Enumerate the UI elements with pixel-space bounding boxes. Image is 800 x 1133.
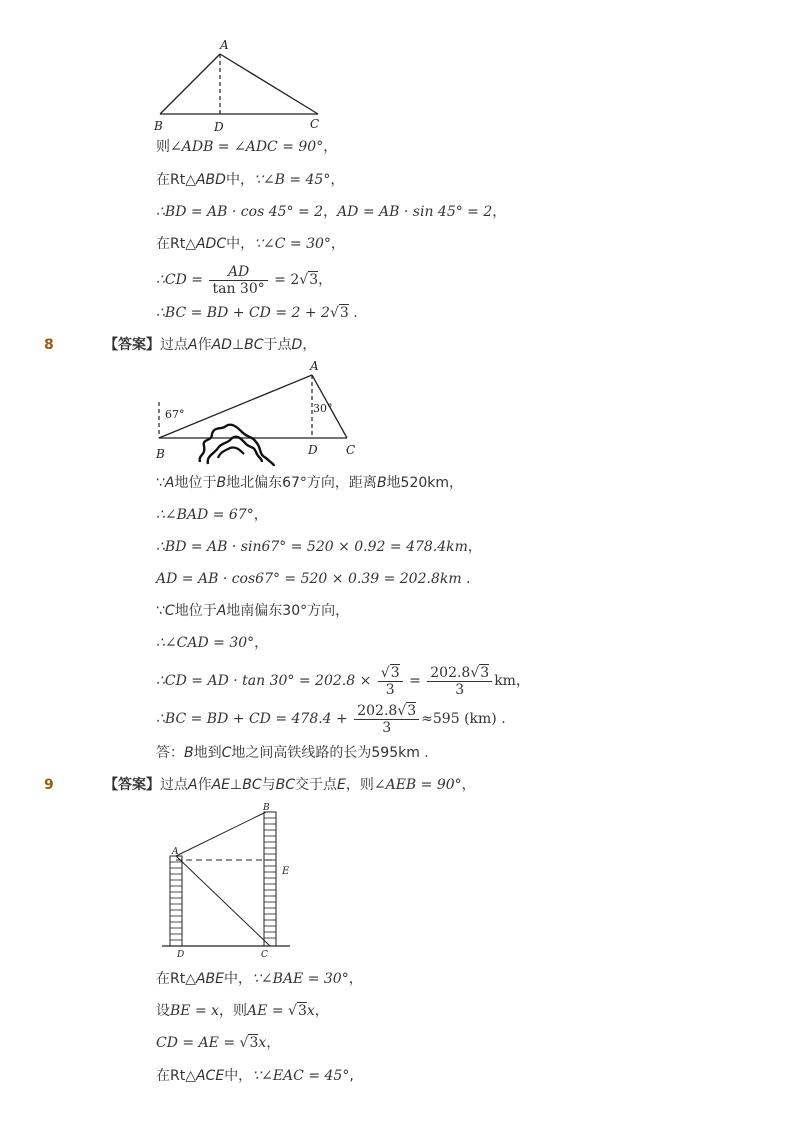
punct: ，: [348, 971, 363, 987]
text: ，则: [345, 777, 374, 793]
punct: ，: [330, 236, 345, 252]
point: E: [337, 777, 346, 793]
step-line: [156, 504, 268, 526]
mountain-sketch: [200, 425, 274, 466]
punct: ，: [302, 337, 317, 353]
label-c: C: [261, 950, 268, 960]
punct: ，: [254, 635, 269, 651]
radicand: 3: [407, 702, 417, 719]
point: BC: [242, 777, 262, 793]
step-line: [156, 968, 363, 990]
step-line: [156, 136, 337, 158]
fraction: [209, 264, 267, 297]
sqrt: √3: [329, 305, 349, 321]
text: 中，: [225, 172, 254, 188]
text: ∵: [156, 475, 165, 491]
math: ∴CD = AD · tan 30° = 202.8 ×: [156, 673, 372, 689]
math: ∵∠C = 30°: [254, 236, 331, 252]
punct: .: [348, 305, 358, 321]
num-text: 202.8: [357, 702, 398, 719]
numerator: AD: [209, 264, 267, 281]
step-line: [156, 1065, 354, 1087]
math: ∴∠CAD = 30°: [156, 635, 255, 651]
label-a: A: [310, 359, 319, 373]
math: ∴CD =: [156, 272, 204, 288]
sqrt: √3: [288, 1003, 307, 1019]
text: 设: [156, 1003, 170, 1019]
question-number: 9: [44, 777, 54, 793]
text: 地到: [193, 745, 222, 761]
punct: .: [496, 711, 506, 727]
math: ∠AEB = 90°: [373, 777, 462, 793]
step-line: [156, 233, 345, 255]
text: 中，: [226, 236, 255, 252]
denominator: 3: [455, 681, 465, 698]
math: ∠ADB = ∠ADC = 90°: [170, 139, 324, 155]
text: 过点: [160, 337, 188, 353]
text: 中，: [224, 971, 253, 987]
point: AE: [211, 777, 231, 793]
text: 作: [197, 777, 212, 793]
num-text: 202.8: [430, 664, 471, 681]
label-a: A: [220, 38, 229, 52]
numerator: 202.8√3: [427, 665, 492, 682]
text: 答：: [156, 745, 184, 761]
radicand: 3: [390, 664, 400, 681]
math: ∴BC = BD + CD = 2 + 2: [156, 305, 330, 321]
text: 地南偏东30°方向，: [226, 603, 350, 619]
punct: ，: [515, 673, 530, 689]
question-number: 8: [44, 337, 54, 353]
text: 地北偏东67°方向，距离: [226, 475, 377, 491]
label-c: C: [346, 443, 356, 457]
label-d: D: [308, 443, 318, 457]
fraction: [354, 703, 419, 736]
step-line: [156, 632, 268, 654]
math: ∵∠EAC = 45°: [252, 1068, 350, 1084]
punct: ，: [467, 539, 482, 555]
point: A: [216, 603, 227, 619]
figure-q9-buildings: [160, 800, 300, 960]
math: ∴BC = BD + CD = 478.4 +: [156, 711, 348, 727]
step-line: [156, 1032, 280, 1054]
sqrt: √3: [239, 1035, 259, 1051]
math: BE = x: [170, 1003, 220, 1019]
step-line: [156, 262, 332, 298]
step-line: [156, 536, 482, 558]
math: =: [409, 673, 421, 689]
label-b: B: [263, 803, 270, 813]
punct: ，: [318, 272, 333, 288]
punct: ，: [330, 172, 345, 188]
math: AD = AB · sin 45° = 2: [337, 204, 493, 220]
denominator: 3: [385, 681, 395, 698]
label-b: B: [154, 119, 163, 133]
punct: ，: [314, 1003, 329, 1019]
math: ∵∠BAE = 30°: [252, 971, 349, 987]
answer-intro: [104, 774, 476, 796]
triangle-name: ABE: [195, 971, 225, 987]
radicand: 3: [480, 664, 490, 681]
point: A: [188, 337, 198, 353]
text: 交于点: [295, 777, 337, 793]
math: x: [306, 1003, 315, 1019]
text: 在Rt△: [156, 971, 196, 987]
point: AD: [211, 337, 232, 353]
denominator: tan 30°: [212, 280, 265, 297]
unit: km: [494, 673, 516, 689]
label-d: D: [214, 120, 224, 134]
text: 作: [197, 337, 212, 353]
math: x: [258, 1035, 267, 1051]
math: = 2: [274, 272, 300, 288]
radicand: 3: [249, 1035, 259, 1051]
step-line: [156, 201, 506, 223]
point: C: [164, 603, 175, 619]
radicand: 3: [297, 1003, 307, 1019]
punct: ，: [266, 1035, 281, 1051]
point: B: [376, 475, 387, 491]
punct: ，: [323, 204, 338, 220]
text: ⊥: [231, 337, 245, 353]
triangle-name: ADC: [195, 236, 227, 252]
point: D: [291, 337, 303, 353]
text: 则: [156, 139, 170, 155]
text: ⊥: [230, 777, 243, 793]
point: C: [221, 745, 232, 761]
label-e: E: [282, 866, 290, 877]
text: 地位于: [174, 475, 217, 491]
math: ∴∠BAD = 67°: [156, 507, 254, 523]
punct: .: [461, 571, 471, 587]
math: ∵∠B = 45°: [253, 172, 331, 188]
text: 在Rt△: [156, 172, 196, 188]
triangle-name: ABD: [195, 172, 226, 188]
math: CD = AE =: [156, 1035, 240, 1051]
answer-tag: 【答案】: [104, 777, 160, 793]
step-line: [156, 568, 471, 590]
step-line: [156, 472, 463, 494]
figure-triangle-abc: [150, 34, 340, 136]
point: BC: [275, 777, 295, 793]
sqrt: √3: [299, 272, 319, 288]
point: B: [216, 475, 227, 491]
denominator: 3: [382, 719, 392, 736]
text: 于点: [263, 337, 292, 353]
step-line: [156, 742, 429, 764]
answer-tag: 【答案】: [104, 337, 160, 353]
step-line: [156, 302, 358, 324]
radicand: 3: [339, 305, 349, 321]
text: ∵: [156, 603, 165, 619]
math: AE =: [247, 1003, 289, 1019]
punct: ，: [253, 507, 268, 523]
label-a: A: [172, 847, 179, 857]
radicand: 3: [309, 272, 319, 288]
text: ，则: [219, 1003, 248, 1019]
triangle-name: ACE: [195, 1068, 225, 1084]
numerator: 202.8√3: [354, 703, 419, 720]
point: B: [184, 745, 194, 761]
angle-30: 30°: [313, 402, 333, 415]
answer-intro: [104, 334, 316, 356]
point: A: [188, 777, 198, 793]
label-c: C: [310, 117, 320, 131]
fraction: [378, 665, 403, 698]
text: 在Rt△: [156, 1068, 196, 1084]
label-b: B: [156, 447, 165, 461]
punct: ，: [461, 777, 476, 793]
step-line: [156, 169, 344, 191]
text: 在Rt△: [156, 236, 196, 252]
text: 地520km，: [386, 475, 464, 491]
text: 地之间高铁线路的长为595km .: [231, 745, 429, 761]
punct: ，: [492, 204, 507, 220]
step-line: [156, 600, 349, 622]
angle-67: 67°: [165, 408, 185, 421]
figure-q8-map: [148, 358, 378, 470]
step-line: [156, 1000, 329, 1022]
text: 地位于: [174, 603, 217, 619]
step-line: [156, 700, 506, 738]
point: BC: [244, 337, 264, 353]
text: 中，: [224, 1068, 253, 1084]
math: ∴BD = AB · sin67° = 520 × 0.92 = 478.4km: [156, 539, 468, 555]
text: 过点: [160, 777, 188, 793]
point: A: [164, 475, 175, 491]
punct: ,: [349, 1068, 354, 1084]
math: ≈595 (km): [421, 711, 497, 727]
fraction: [427, 665, 492, 698]
step-line: [156, 662, 530, 700]
math: ∴BD = AB · cos 45° = 2: [156, 204, 324, 220]
math: AD = AB · cos67° = 520 × 0.39 = 202.8km: [156, 571, 462, 587]
text: 与: [261, 777, 276, 793]
numerator: √3: [378, 665, 403, 682]
label-d: D: [177, 950, 185, 960]
punct: ，: [323, 139, 338, 155]
